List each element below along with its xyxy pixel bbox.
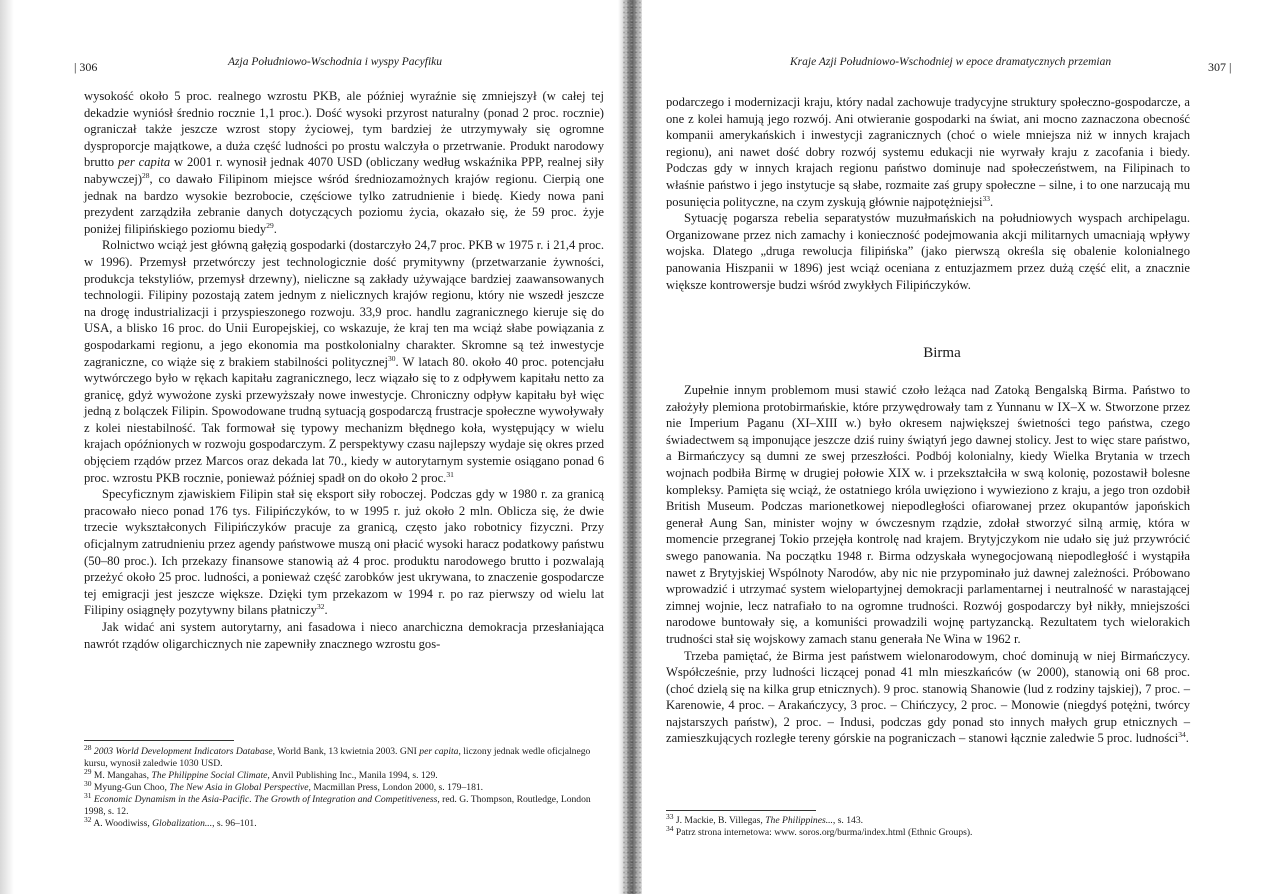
footnote: $^{28}$ 2003 World Development Indicators Database, World Bank, 13 kwietnia 2003. GNI per capita, liczony jednak wedle oficjalnego kursu, wynosił zaledwie 1030 USD. (84, 742, 591, 769)
left-footnotes (84, 742, 604, 830)
right-footnotes (666, 811, 1190, 839)
page-edge-shadow (0, 0, 14, 894)
footnote-rule (666, 810, 816, 811)
gutter-texture (622, 0, 644, 894)
left-page-number: | 306 (74, 60, 98, 74)
footnote: $^{33}$ J. Mackie, B. Villegas, The Philippines..., s. 143. (666, 811, 864, 826)
footnote: $^{29}$ M. Mangahas, The Philippine Social Climate, Anvil Publishing Inc., Manila 1994, s. 129. (84, 766, 438, 781)
paragraph: podarczego i modernizacji kraju, który nadal zachowuje tradycyjne struktury społeczno-gospodarcze, a one z kolei hamują jego rozwój. Ani otwieranie gospodarki na świat, ani mocno zaznaczona obecność kompanii amerykańskich i inwestycji zagranicznych (choć o wiele mniejsza niż w innych krajach regionu), ani nawet dość dobry rozwój systemu edukacji nie wyrwały kraju z zacofania i biedy. Podczas gdy w innych krajach regionu państwo dominuje nad społeczeństwem, na Filipinach to właśnie państwo i jego instytucje są słabe, rozmaite zaś grupy społeczne – silne, i to one narzucają mu posunięcia polityczne, na czym zyskują głównie najpotężniejsi$^{33}$. (666, 95, 1190, 209)
footnote-ref: 29 (266, 220, 274, 230)
left-page (0, 0, 620, 894)
paragraph: Jak widać ani system autorytarny, ani fasadowa i nieco anarchiczna demokracja przesłaniająca nawrót rządów oligarchicznych nie zapewniły znacznego wzrostu gos- (84, 620, 604, 651)
italic-text: per capita (117, 155, 171, 170)
italic-text: The Philippine Social Climate (151, 770, 268, 781)
right-body-text-top (666, 94, 1190, 293)
footnote-ref: 32 (84, 814, 92, 824)
paragraph: Specyficznym zjawiskiem Filipin stał się eksport siły roboczej. Podczas gdy w 1980 r. za granicą pracowało nieco ponad 176 tys. Filipińczyków, to w 1995 r. już około 2 mln. Oblicza się, że dwie trzecie wykształconych Filipińczyków pracuje za granicą, często jako robotnicy fizyczni. Przy oficjalnym zatrudnieniu przez agendy państwowe muszą oni płacić wysoki haracz podatkowy państwu (50–80 proc.). Ich przekazy finansowe stanowią aż 4 proc. produktu narodowego brutto i pozwalają przeżyć około 25 proc. ludności, a ponieważ część zarobków jest ukrywana, to znaczenie gospodarcze tej emigracji jest jeszcze większe. Dzięki tym przekazom w 1994 r. po raz pierwszy od wielu lat Filipiny osiągnęły pozytywny bilans płatniczy$^{32}$. (84, 487, 604, 618)
italic-text: The New Asia in Global Perspective (169, 782, 309, 793)
italic-text: 2003 World Development Indicators Database (91, 746, 273, 757)
footnote-ref: 29 (84, 766, 92, 776)
section-title: Birma (923, 345, 961, 361)
paragraph: Sytuację pogarsza rebelia separatystów muzułmańskich na południowych wyspach archipelagu. Organizowane przez nich zamachy i konieczność podejmowania akcji militarnych umacniają wpływy wojska. Dlatego „druga rewolucja filipińska” (jako pierwszą określa się obalenie kolonialnego panowania Hiszpanii w 1896) jest wciąż oceniana z entuzjazmem przez dużą część elit, a znacznie większe kontrowersje budzi wśród zwykłych Filipińczyków. (666, 211, 1190, 292)
right-page (642, 0, 1262, 894)
paragraph: Trzeba pamiętać, że Birma jest państwem wielonarodowym, choć dominują w niej Birmańczycy. Współcześnie, przy ludności liczącej ponad 41 mln mieszkańców (w 2000), stanowią oni 68 proc. (choć dzielą się na kilka grup etnicznych). 9 proc. stanowią Shanowie (lud z rodziny tajskiej), 7 proc. – Karenowie, 4 proc. – Arakańczycy, 3 proc. – Chińczycy, 2 proc. – Monowie (niegdyś potężni, twórcy najstarszych państw), 2 proc. – Indusi, podczas gdy ponad sto innych małych grup etnicznych – zamieszkujących rozległe tereny górskie na pograniczach – stanowi łącznie zaledwie 5 proc. ludności$^{34}$. (666, 648, 1190, 746)
footnote-ref: 28 (84, 742, 92, 752)
footnote-ref: 33 (982, 193, 990, 203)
italic-text: The Philippines... (765, 815, 833, 826)
right-running-header: Kraje Azji Południowo-Wschodniej w epoce dramatycznych przemian (790, 56, 1112, 68)
footnote-ref: 28 (142, 170, 150, 180)
footnote: $^{30}$ Myung-Gun Choo, The New Asia in Global Perspective, Macmillan Press, London 2000, s. 179–181. (84, 778, 484, 793)
footnote-ref: 32 (316, 602, 325, 612)
footnote-ref: 34 (666, 823, 674, 833)
footnote-ref: 31 (84, 790, 92, 800)
left-body-text (84, 88, 604, 652)
footnote-ref: 31 (446, 469, 454, 479)
paragraph: Zupełnie innym problemom musi stawić czoło leżąca nad Zatoką Bengalską Birma. Państwo to założyły plemiona protobirmańskie, które przywędrowały tam z Yunnanu w IX–X w. Stworzone przez nie Imperium Paganu (XI–XIII w.) było okresem największej świetności tego państwa, czego świadectwem są imponujące jeszcze dziś ruiny świątyń jego dawnej stolicy. Jest to więc stare państwo, a Birmańczycy są dumni ze swej przeszłości. Podbój kolonialny, kiedy Wielka Brytania w trzech wojnach podbiła Birmę w drugiej połowie XIX w. i przekształciła w swą kolonię, pozostawił bolesne kompleksy. Pamięta się wciąż, że ostatniego króla uwięziono i wywieziono z kraju, a jego tron ozdobił British Museum. Podczas marionetkowej niepodległości ofiarowanej przez okupantów japońskich generał Aung San, minister wojny w ówczesnym rządzie, zdołał stworzyć silną armię, która w momencie przegranej Tokio przejęła kontrolę nad krajem. Brytyjczykom nie udało się już przywrócić swego panowania. Na początku 1948 r. Birma odzyskała wynegocjowaną niepodległość i wystąpiła nawet z Brytyjskiej Wspólnoty Narodów, aby nic nie przypominało już dawnej zależności. Próbowano wprowadzić i utrzymać system wielopartyjnej demokracji parlamentarnej i neutralność w narastającej zimnej wojnie, lecz natrafiało to na ogromne trudności. Rozwój gospodarczy był nikły, mniejszości narodowe buntowały się, a komuniści prowadzili wojnę partyzancką. Rezultatem tych wielorakich trudności stał się wojskowy zamach stanu generała Ne Wina w 1962 r. (666, 383, 1190, 646)
italic-text: Economic Dynamism in the Asia-Pacific. The Growth of Integration and Competitiveness (91, 794, 438, 805)
footnote: $^{32}$ A. Woodiwiss, Globalization..., s. 96–101. (84, 814, 257, 829)
italic-text: Globalization... (152, 818, 213, 829)
footnote: $^{31}$ Economic Dynamism in the Asia-Pacific. The Growth of Integration and Competitiveness, red. G. Thompson, Routledge, London 1998, s. 12. (84, 790, 591, 817)
footnote-ref: 33 (666, 811, 674, 821)
left-running-header: Azja Południowo-Wschodnia i wyspy Pacyfiku (228, 56, 442, 68)
footnote-rule (84, 740, 234, 741)
right-page-number: 307 | (1208, 60, 1232, 74)
italic-text: per capita (419, 746, 459, 757)
paragraph: wysokość około 5 proc. realnego wzrostu PKB, ale później wyraźnie się zmniejszył (w całej tej dekadzie wyniósł średnio rocznie 1,1 proc.). Dość wysoki przyrost naturalny (ponad 2 proc. rocznie) ograniczał także jeszcze wzrost stopy życiowej, tym bardziej że utrzymywały się ogromne dysproporcje majątkowe, a duża część ludności po prostu walczyła o przetrwanie. Produkt narodowy brutto per capita w 2001 r. wynosił jednak 4070 USD (obliczany według wskaźnika PPP, realnej siły nabywczej)$^{28}$, co dawało Filipinom miejsce wśród średniozamożnych krajów regionu. Cierpią one jednak na bardzo wysokie bezrobocie, częściowe tylko zatrudnienie i biedę. Kiedy nowa pani prezydent zarządziła zebranie danych dotyczących poziomu życia, okazało się, że 59 proc. żyje poniżej filipińskiego poziomu biedy$^{29}$. (84, 89, 604, 236)
footnote-ref: 34 (1178, 730, 1186, 740)
footnote-ref: 30 (388, 353, 396, 363)
footnote: $^{34}$ Patrz strona internetowa: www. soros.org/burma/index.html (Ethnic Groups). (666, 823, 973, 838)
paragraph: Rolnictwo wciąż jest główną gałęzią gospodarki (dostarczyło 24,7 proc. PKB w 1975 r. i 21,4 proc. w 1996). Przemysł przetwórczy jest technologicznie dość prymitywny (przetwarzanie żywności, produkcja tekstyliów, przemysł drzewny), nieliczne są zakłady używające bardziej zaawansowanych technologii. Filipiny pozostają zatem jednym z nielicznych krajów regionu, który nie wszedł jeszcze na drogę industrializacji i przyspieszonego rozwoju. 33,9 proc. handlu zagranicznego kieruje się do USA, a blisko 16 proc. do Unii Europejskiej, co wskazuje, że kraj ten ma wciąż słabe powiązania z gospodarkami regionu, a jego ekonomia ma postkolonialny charakter. Skromne są też inwestycje zagraniczne, co wiąże się z brakiem stabilności politycznej$^{30}$. W latach 80. około 40 proc. potencjału wytwórczego było w rękach kapitału zagranicznego, lecz wiązało się to z odpływem kapitału netto za granicę, gdyż wywożone zyski przewyższały nowe inwestycje. Chroniczny odpływ kapitału był więc jedną z bolączek Filipin. Spowodowane trudną sytuacją gospodarczą frustracje społeczne wywoływały z kolei niestabilność. Tak formował się typowy mechanizm błędnego koła, występujący w wielu krajach opóźnionych w rozwoju gospodarczym. Z perspektywy czasu najlepszy wydaje się okres przed objęciem rządów przez Marcos oraz dekada lat 70., kiedy w autorytarnym systemie osiągano ponad 6 proc. wzrostu PKB rocznie, ponieważ później spadł on do około 2 proc.$^{31}$ (84, 238, 605, 485)
footnote-ref: 30 (84, 778, 92, 788)
right-body-text-bottom (666, 382, 1190, 747)
